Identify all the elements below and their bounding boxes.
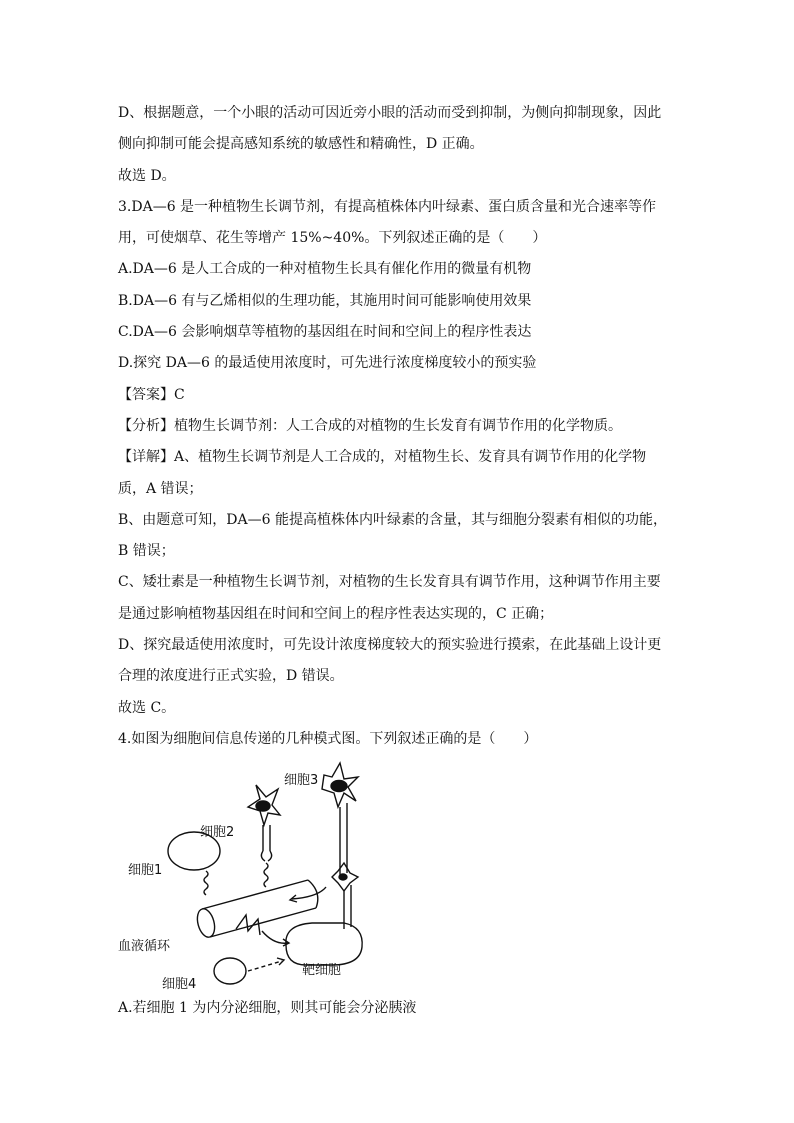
label-cell-3: 细胞3: [284, 773, 319, 789]
text-line: 侧向抑制可能会提高感知系统的敏感性和精确性，D 正确。: [118, 136, 484, 153]
detail-line: C、矮壮素是一种植物生长调节剂，对植物的生长发育具有调节作用，这种调节作用主要: [118, 574, 661, 591]
label-target-cell: 靶细胞: [302, 963, 342, 979]
option-c: C.DA—6 会影响烟草等植物的基因组在时间和空间上的程序性表达: [118, 324, 532, 341]
text-line: D、根据题意，一个小眼的活动可因近旁小眼的活动而受到抑制，为侧向抑制现象，因此: [118, 105, 662, 121]
detail-line: 是通过影响植物基因组在时间和空间上的程序性表达实现的，C 正确；: [118, 605, 554, 622]
document-page: [118, 98, 678, 1025]
option-b: B.DA—6 有与乙烯相似的生理功能，其施用时间可能影响使用效果: [118, 292, 532, 309]
option-a: A.DA—6 是人工合成的一种对植物生长具有催化作用的微量有机物: [118, 261, 532, 278]
analysis-line: 【分析】植物生长调节剂：人工合成的对植物的生长发育有调节作用的化学物质。: [118, 417, 622, 434]
detail-line: 【详解】A、植物生长调节剂是人工合成的，对植物生长、发育具有调节作用的化学物: [118, 449, 647, 466]
label-cell-2: 细胞2: [200, 825, 235, 841]
detail-line: B、由题意可知，DA—6 能提高植株体内叶绿素的含量，其与细胞分裂素有相似的功能，: [118, 511, 667, 528]
label-blood-circulation: 血液循环: [118, 939, 171, 955]
question-4-stem: 4.如图为细胞间信息传递的几种模式图。下列叙述正确的是（ ）: [118, 730, 538, 747]
detail-line: 合理的浓度进行正式实验，D 错误。: [118, 668, 344, 685]
text-line: 故选 D。: [118, 167, 176, 184]
detail-line: 质，A 错误；: [118, 480, 203, 497]
detail-line: B 错误；: [118, 543, 175, 560]
question-3-stem: 用，可使烟草、花生等增产 15%~40%。下列叙述正确的是（ ）: [118, 230, 547, 247]
option-d: D.探究 DA—6 的最适使用浓度时，可先进行浓度梯度较小的预实验: [118, 355, 537, 372]
label-cell-4: 细胞4: [162, 977, 197, 993]
cell-signaling-diagram: [118, 759, 418, 991]
cell-4: [214, 958, 246, 984]
answer-line: 【答案】C: [118, 386, 185, 403]
option-a-q4: A.若细胞 1 为内分泌细胞，则其可能会分泌胰液: [118, 1000, 417, 1017]
conclusion-line: 故选 C。: [118, 699, 176, 716]
diagram-drawing: [118, 759, 418, 991]
question-3-stem: 3.DA—6 是一种植物生长调节剂，有提高植株体内叶绿素、蛋白质含量和光合速率等作: [118, 198, 657, 215]
detail-line: D、探究最适使用浓度时，可先设计浓度梯度较大的预实验进行摸索，在此基础上设计更: [118, 637, 662, 654]
label-cell-1: 细胞1: [128, 863, 163, 879]
